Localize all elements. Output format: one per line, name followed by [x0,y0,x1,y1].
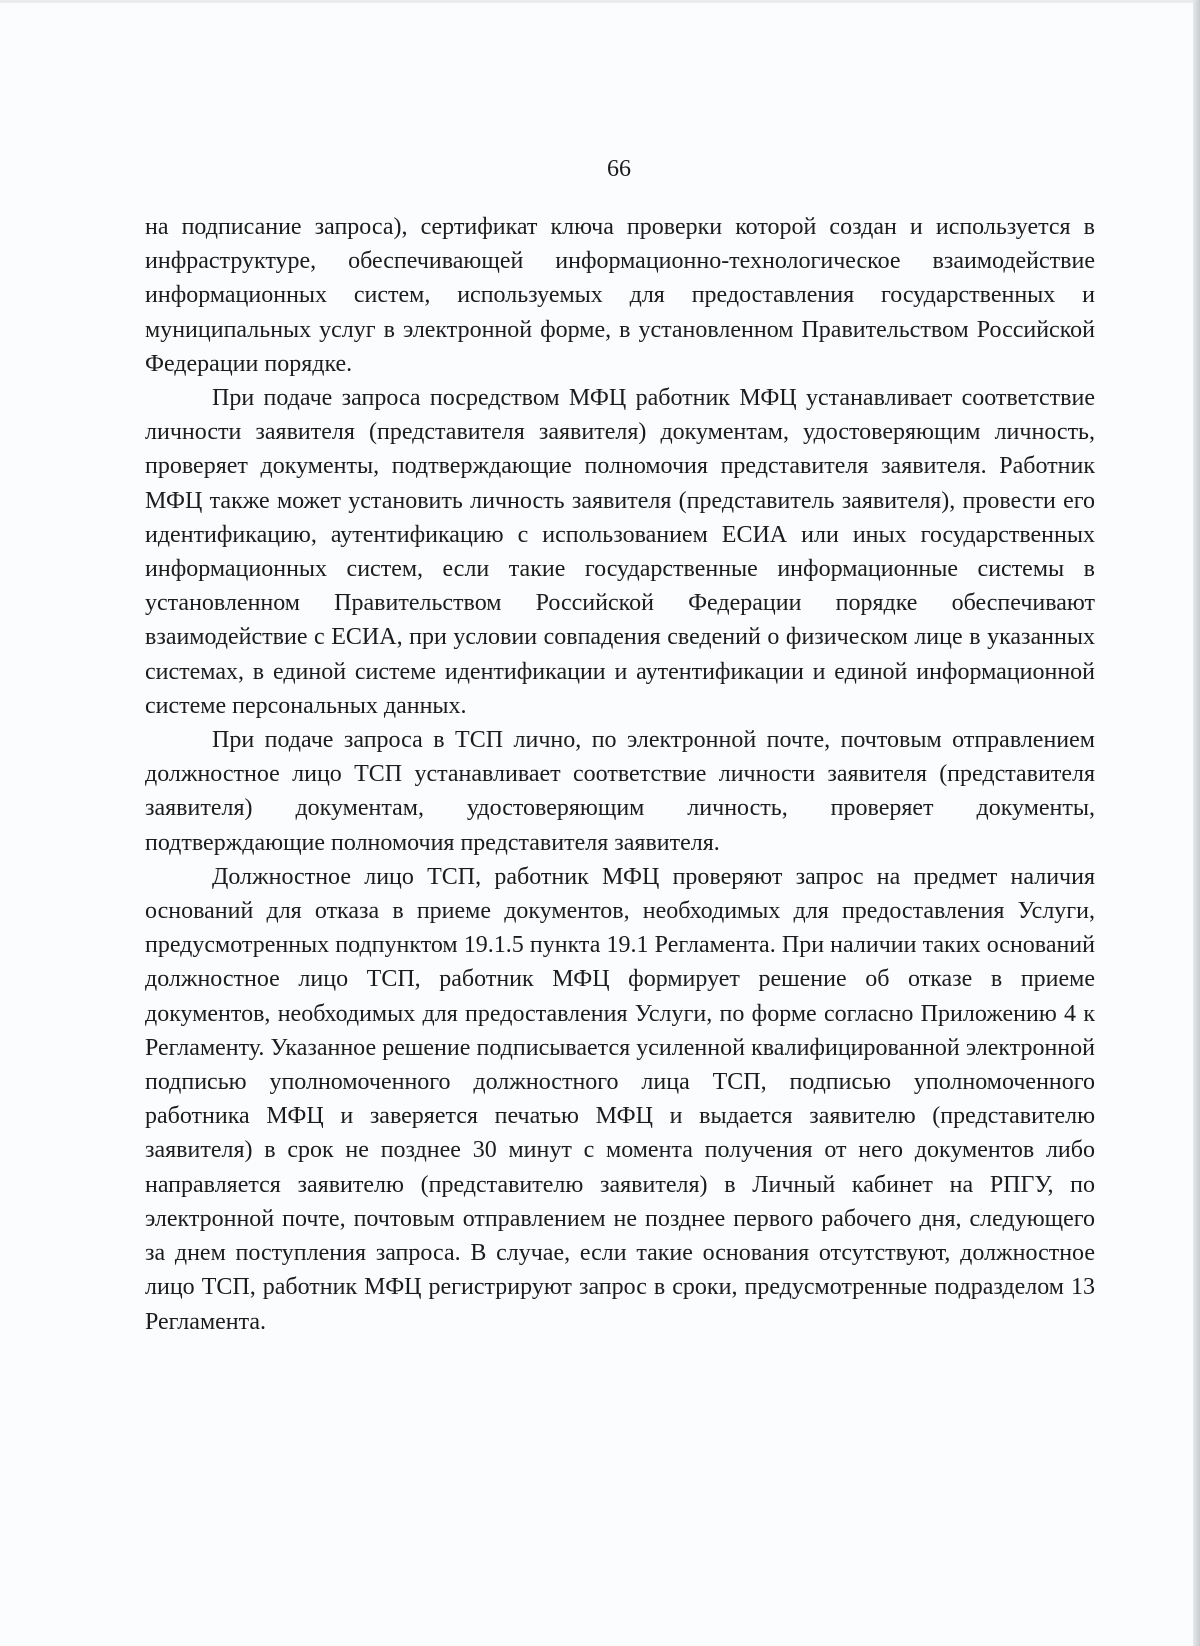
paragraph-4: Должностное лицо ТСП, работник МФЦ проверяют запрос на предмет наличия оснований для отказа в приеме документов, необходимых для предоставления Услуги, предусмотренных подпунктом 19.1.5 пункта 19.1 Регламента. При наличии таких оснований должностное лицо ТСП, работник МФЦ формирует решение об отказе в приеме документов, необходимых для предоставления Услуги, по форме согласно Приложению 4 к Регламенту. Указанное решение подписывается усиленной квалифицированной электронной подписью уполномоченного должностного лица ТСП, подписью уполномоченного работника МФЦ и заверяется печатью МФЦ и выдается заявителю (представителю заявителя) в срок не позднее 30 минут с момента получения от него документов либо направляется заявителю (представителю заявителя) в Личный кабинет на РПГУ, по электронной почте, почтовым отправлением не позднее первого рабочего дня, следующего за днем поступления запроса. В случае, если такие основания отсутствуют, должностное лицо ТСП, работник МФЦ регистрируют запрос в сроки, предусмотренные подразделом 13 Регламента. [145,863,1095,1335]
paragraph-1: на подписание запроса), сертификат ключа проверки которой создан и используется в инфраструктуре, обеспечивающей информационно-технологическое взаимодействие информационных систем, используемых для предоставления государственных и муниципальных услуг в электронной форме, в установленном Правительством Российской Федерации порядке. [145,214,1095,377]
document-body [145,210,1095,1339]
page-number: 66 [607,156,631,182]
scan-edge-right [1193,0,1200,1646]
paragraph-3: При подаче запроса в ТСП лично, по электронной почте, почтовым отправлением должностное лицо ТСП устанавливает соответствие личности заявителя (представителя заявителя) документам, удостоверяющим личность, проверяет документы, подтверждающие полномочия представителя заявителя. [145,727,1095,856]
scan-edge-top [0,0,1200,3]
paragraph-2: При подаче запроса посредством МФЦ работник МФЦ устанавливает соответствие личности заявителя (представителя заявителя) документам, удостоверяющим личность, проверяет документы, подтверждающие полномочия представителя заявителя. Работник МФЦ также может установить личность заявителя (представитель заявителя), провести его идентификацию, аутентификацию с использованием ЕСИА или иных государственных информационных систем, если такие государственные информационные системы в установленном Правительством Российской Федерации порядке обеспечивают взаимодействие с ЕСИА, при условии совпадения сведений о физическом лице в указанных системах, в единой системе идентификации и аутентификации и единой информационной системе персональных данных. [145,385,1095,719]
